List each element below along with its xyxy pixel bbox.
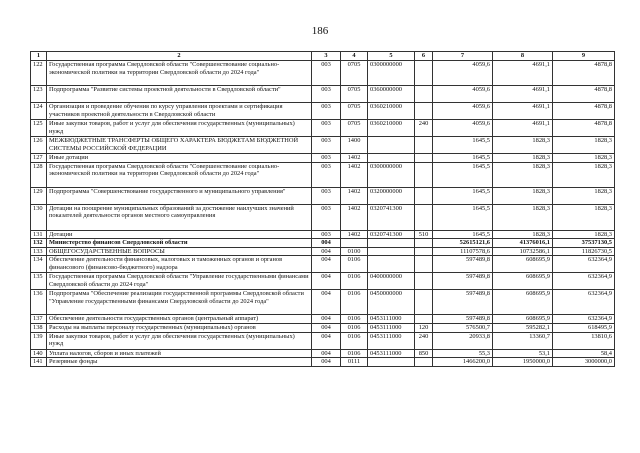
col-6-value	[415, 315, 433, 324]
col-6-value: 850	[415, 349, 433, 358]
col-5-value: 0360210000	[368, 120, 415, 137]
table-row	[31, 323, 615, 332]
table-row	[31, 154, 615, 163]
table-row	[31, 162, 615, 187]
col-7-value: 1645,5	[433, 162, 493, 187]
col-6-value: 240	[415, 332, 433, 349]
row-number: 126	[31, 137, 47, 154]
table-row	[31, 247, 615, 256]
table-row	[31, 103, 615, 120]
col-9-value: 632364,9	[553, 315, 615, 324]
col-3-value: 004	[312, 323, 341, 332]
column-header: 6	[415, 52, 433, 61]
col-9-value: 58,4	[553, 349, 615, 358]
col-5-value: 0320741300	[368, 204, 415, 230]
col-3-value: 003	[312, 154, 341, 163]
col-9-value: 1828,3	[553, 230, 615, 239]
col-7-value: 1645,5	[433, 137, 493, 154]
page-number: 186	[311, 25, 329, 37]
col-4-value: 1402	[341, 162, 368, 187]
col-7-value: 597489,8	[433, 315, 493, 324]
col-5-value	[368, 256, 415, 273]
row-name: Резервные фонды	[47, 358, 312, 367]
col-9-value: 632364,9	[553, 256, 615, 273]
col-4-value: 1402	[341, 154, 368, 163]
col-7-value: 4059,6	[433, 103, 493, 120]
col-9-value: 632364,9	[553, 290, 615, 315]
col-3-value: 004	[312, 273, 341, 290]
col-7-value: 1645,5	[433, 154, 493, 163]
col-9-value: 4878,8	[553, 103, 615, 120]
col-8-value: 608695,9	[493, 315, 553, 324]
col-3-value: 004	[312, 247, 341, 256]
col-4-value: 0111	[341, 358, 368, 367]
col-6-value	[415, 137, 433, 154]
row-number: 133	[31, 247, 47, 256]
col-8-value: 41376016,1	[493, 239, 553, 248]
row-number: 131	[31, 230, 47, 239]
table-row	[31, 120, 615, 137]
col-5-value: 0300000000	[368, 162, 415, 187]
budget-table	[30, 51, 615, 367]
col-7-value: 597489,8	[433, 290, 493, 315]
header-row	[31, 52, 615, 61]
col-3-value: 003	[312, 103, 341, 120]
col-7-value: 52615121,6	[433, 239, 493, 248]
row-name: Организация и проведение обучения по курсу управления проектами и сертификация участников проектной деятельности в Свердловской области	[47, 103, 312, 120]
col-7-value: 11107578,6	[433, 247, 493, 256]
col-4-value	[341, 239, 368, 248]
col-9-value: 1828,3	[553, 204, 615, 230]
col-3-value: 003	[312, 162, 341, 187]
col-5-value: 0453111000	[368, 349, 415, 358]
row-number: 139	[31, 332, 47, 349]
col-9-value: 1828,3	[553, 187, 615, 204]
row-number: 127	[31, 154, 47, 163]
table-row	[31, 290, 615, 315]
col-3-value: 003	[312, 137, 341, 154]
table-row	[31, 332, 615, 349]
col-7-value: 55,3	[433, 349, 493, 358]
col-8-value: 13360,7	[493, 332, 553, 349]
col-4-value: 0705	[341, 86, 368, 103]
col-4-value: 0705	[341, 61, 368, 86]
col-5-value: 0450000000	[368, 290, 415, 315]
col-4-value: 0106	[341, 349, 368, 358]
row-name: Подпрограмма "Обеспечение реализации государственной программы Свердловской области "Управление государственными финансами Свердловской области до 2024 года"	[47, 290, 312, 315]
table-row	[31, 315, 615, 324]
col-4-value: 0106	[341, 273, 368, 290]
col-3-value: 004	[312, 332, 341, 349]
col-9-value: 4878,8	[553, 61, 615, 86]
row-name: ОБЩЕГОСУДАРСТВЕННЫЕ ВОПРОСЫ	[47, 247, 312, 256]
col-8-value: 1828,3	[493, 154, 553, 163]
col-8-value: 1950000,0	[493, 358, 553, 367]
row-name: Подпрограмма "Совершенствование государственного и муниципального управления"	[47, 187, 312, 204]
row-number: 130	[31, 204, 47, 230]
row-name: Иные закупки товаров, работ и услуг для обеспечения государственных (муниципальных) нужд	[47, 120, 312, 137]
col-6-value: 120	[415, 323, 433, 332]
col-9-value: 1828,3	[553, 162, 615, 187]
row-name: Обеспечение деятельности финансовых, налоговых и таможенных органов и органов финансового (финансово-бюджетного) надзора	[47, 256, 312, 273]
col-6-value: 240	[415, 120, 433, 137]
col-8-value: 1828,3	[493, 204, 553, 230]
col-5-value: 0300000000	[368, 61, 415, 86]
col-5-value: 0320000000	[368, 187, 415, 204]
col-9-value: 3000000,0	[553, 358, 615, 367]
col-9-value: 618495,9	[553, 323, 615, 332]
row-number: 136	[31, 290, 47, 315]
column-header: 1	[31, 52, 47, 61]
row-name: Иные дотации	[47, 154, 312, 163]
row-number: 132	[31, 239, 47, 248]
col-3-value: 003	[312, 61, 341, 86]
table-row	[31, 358, 615, 367]
column-header: 2	[47, 52, 312, 61]
col-8-value: 10732586,1	[493, 247, 553, 256]
col-4-value: 1402	[341, 187, 368, 204]
col-6-value	[415, 187, 433, 204]
col-8-value: 4691,1	[493, 86, 553, 103]
col-5-value	[368, 358, 415, 367]
col-4-value: 1402	[341, 230, 368, 239]
col-3-value: 003	[312, 204, 341, 230]
col-7-value: 4059,6	[433, 86, 493, 103]
col-9-value: 632364,9	[553, 273, 615, 290]
row-number: 124	[31, 103, 47, 120]
row-number: 140	[31, 349, 47, 358]
row-name: Дотации на поощрение муниципальных образований за достижение наилучших значений показателей деятельности органов местного самоуправления	[47, 204, 312, 230]
table-row	[31, 239, 615, 248]
col-9-value: 37537130,5	[553, 239, 615, 248]
col-6-value	[415, 103, 433, 120]
col-8-value: 608695,9	[493, 273, 553, 290]
col-8-value: 595282,1	[493, 323, 553, 332]
col-4-value: 1402	[341, 204, 368, 230]
col-8-value: 4691,1	[493, 120, 553, 137]
table-row	[31, 86, 615, 103]
col-4-value: 0106	[341, 290, 368, 315]
col-7-value: 4059,6	[433, 120, 493, 137]
col-7-value: 597489,8	[433, 273, 493, 290]
row-name: Расходы на выплаты персоналу государственных (муниципальных) органов	[47, 323, 312, 332]
table-row	[31, 349, 615, 358]
col-6-value	[415, 154, 433, 163]
row-name: Иные закупки товаров, работ и услуг для обеспечения государственных (муниципальных) нужд	[47, 332, 312, 349]
col-5-value: 0453111000	[368, 332, 415, 349]
col-9-value: 1828,3	[553, 154, 615, 163]
col-6-value	[415, 204, 433, 230]
row-number: 128	[31, 162, 47, 187]
col-4-value: 0705	[341, 120, 368, 137]
col-3-value: 003	[312, 187, 341, 204]
col-6-value: 510	[415, 230, 433, 239]
row-number: 129	[31, 187, 47, 204]
col-3-value: 004	[312, 358, 341, 367]
table-row	[31, 61, 615, 86]
col-8-value: 1828,3	[493, 187, 553, 204]
row-name: Подпрограмма "Развитие системы проектной деятельности в Свердловской области"	[47, 86, 312, 103]
row-name: Государственная программа Свердловской области "Совершенствование социально-экономической политики на территории Свердловской области до 2024 года"	[47, 61, 312, 86]
row-number: 137	[31, 315, 47, 324]
col-5-value	[368, 154, 415, 163]
col-5-value: 0453111000	[368, 323, 415, 332]
col-9-value: 1828,3	[553, 137, 615, 154]
col-8-value: 1828,3	[493, 162, 553, 187]
col-9-value: 13810,6	[553, 332, 615, 349]
table-body	[31, 61, 615, 367]
col-6-value	[415, 273, 433, 290]
col-8-value: 4691,1	[493, 61, 553, 86]
column-header: 5	[368, 52, 415, 61]
row-number: 141	[31, 358, 47, 367]
col-5-value: 0400000000	[368, 273, 415, 290]
col-4-value: 0100	[341, 247, 368, 256]
column-header: 7	[433, 52, 493, 61]
col-5-value	[368, 247, 415, 256]
col-9-value: 4878,8	[553, 86, 615, 103]
col-6-value	[415, 358, 433, 367]
col-6-value	[415, 290, 433, 315]
col-6-value	[415, 162, 433, 187]
column-header: 9	[553, 52, 615, 61]
col-8-value: 53,1	[493, 349, 553, 358]
col-4-value: 0106	[341, 256, 368, 273]
col-5-value: 0453111000	[368, 315, 415, 324]
col-7-value: 4059,6	[433, 61, 493, 86]
col-6-value	[415, 86, 433, 103]
table-row	[31, 256, 615, 273]
col-3-value: 003	[312, 86, 341, 103]
col-3-value: 004	[312, 349, 341, 358]
col-5-value	[368, 239, 415, 248]
col-9-value: 4878,8	[553, 120, 615, 137]
col-7-value: 1645,5	[433, 187, 493, 204]
col-8-value: 608695,9	[493, 290, 553, 315]
row-name: Государственная программа Свердловской области "Управление государственными финансами Свердловской области до 2024 года"	[47, 273, 312, 290]
col-5-value	[368, 137, 415, 154]
col-3-value: 004	[312, 290, 341, 315]
row-name: Министерство финансов Свердловской области	[47, 239, 312, 248]
col-6-value	[415, 256, 433, 273]
col-6-value	[415, 239, 433, 248]
col-3-value: 004	[312, 239, 341, 248]
col-3-value: 004	[312, 256, 341, 273]
col-5-value: 0320741300	[368, 230, 415, 239]
col-5-value: 0360000000	[368, 86, 415, 103]
row-name: Обеспечение деятельности государственных органов (центральный аппарат)	[47, 315, 312, 324]
row-number: 138	[31, 323, 47, 332]
col-8-value: 1828,3	[493, 230, 553, 239]
row-number: 134	[31, 256, 47, 273]
column-header: 8	[493, 52, 553, 61]
col-6-value	[415, 61, 433, 86]
col-5-value: 0360210000	[368, 103, 415, 120]
col-7-value: 20933,8	[433, 332, 493, 349]
row-name: МЕЖБЮДЖЕТНЫЕ ТРАНСФЕРТЫ ОБЩЕГО ХАРАКТЕРА БЮДЖЕТАМ БЮДЖЕТНОЙ СИСТЕМЫ РОССИЙСКОЙ ФЕДЕРАЦИИ	[47, 137, 312, 154]
col-3-value: 004	[312, 315, 341, 324]
col-4-value: 1400	[341, 137, 368, 154]
row-name: Уплата налогов, сборов и иных платежей	[47, 349, 312, 358]
col-4-value: 0106	[341, 315, 368, 324]
row-number: 123	[31, 86, 47, 103]
row-name: Дотации	[47, 230, 312, 239]
table-row	[31, 137, 615, 154]
col-3-value: 003	[312, 120, 341, 137]
row-number: 125	[31, 120, 47, 137]
col-3-value: 003	[312, 230, 341, 239]
row-number: 122	[31, 61, 47, 86]
table-row	[31, 273, 615, 290]
col-4-value: 0106	[341, 332, 368, 349]
col-7-value: 576500,7	[433, 323, 493, 332]
col-4-value: 0106	[341, 323, 368, 332]
col-4-value: 0705	[341, 103, 368, 120]
col-9-value: 11826730,5	[553, 247, 615, 256]
col-8-value: 1828,3	[493, 137, 553, 154]
col-7-value: 1645,5	[433, 204, 493, 230]
table-row	[31, 204, 615, 230]
col-8-value: 608695,9	[493, 256, 553, 273]
col-7-value: 597489,8	[433, 256, 493, 273]
table-row	[31, 230, 615, 239]
column-header: 4	[341, 52, 368, 61]
row-number: 135	[31, 273, 47, 290]
column-header: 3	[312, 52, 341, 61]
table-row	[31, 187, 615, 204]
col-7-value: 1645,5	[433, 230, 493, 239]
col-7-value: 1466200,0	[433, 358, 493, 367]
col-6-value	[415, 247, 433, 256]
row-name: Государственная программа Свердловской области "Совершенствование социально-экономической политики на территории Свердловской области до 2024 года"	[47, 162, 312, 187]
col-8-value: 4691,1	[493, 103, 553, 120]
